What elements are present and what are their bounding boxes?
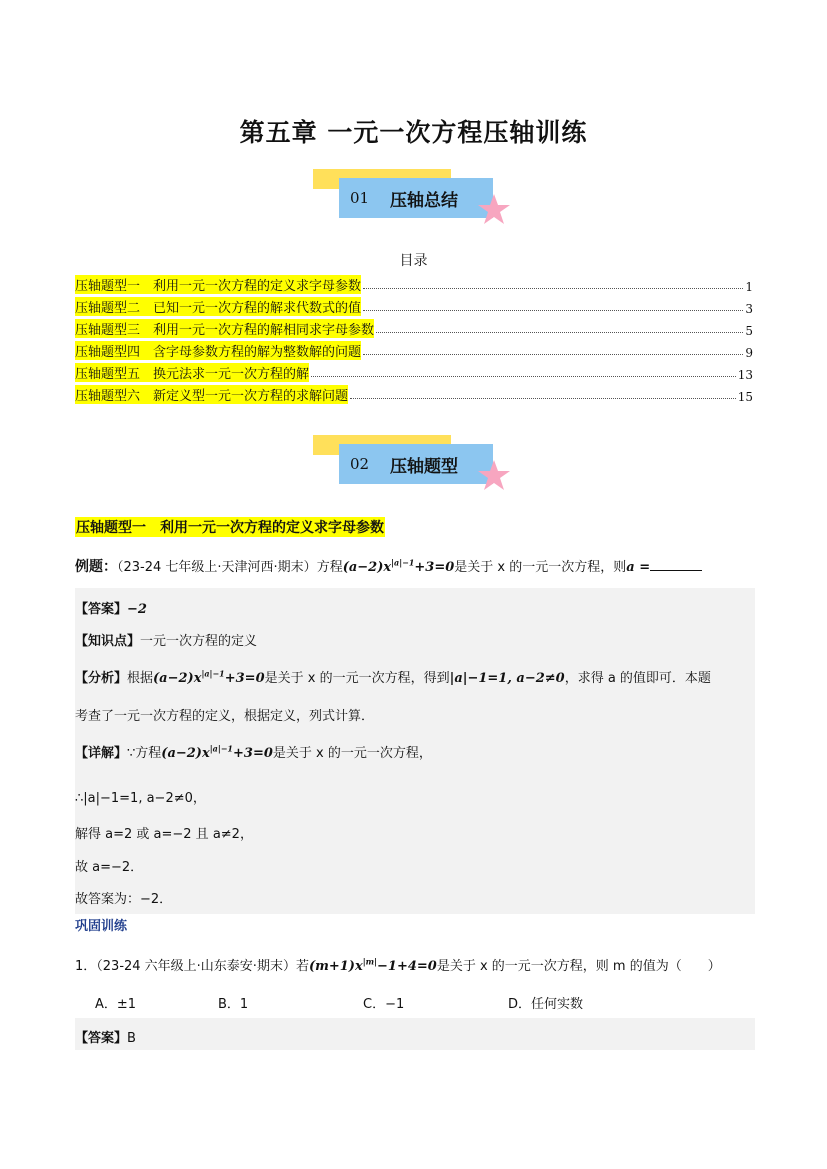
option-c[interactable]: C．−1 <box>363 997 405 1012</box>
analysis-label: 【分析】 <box>75 671 128 686</box>
analysis-line <box>75 667 711 686</box>
analysis-text-a: 根据 <box>127 671 154 686</box>
detail-text-a: ∵方程 <box>127 746 162 761</box>
toc-leader <box>363 354 743 355</box>
example-answer-var: a = <box>626 560 651 575</box>
analysis-text-c: ，求得 a 的值即可．本题 <box>564 671 711 686</box>
banner-number: 01 <box>350 189 370 207</box>
toc-page: 9 <box>745 346 753 360</box>
answer-label: 【答案】 <box>75 602 128 617</box>
knowledge-line <box>75 630 257 649</box>
section-heading: 压轴题型一 利用一元一次方程的定义求字母参数 <box>75 517 385 537</box>
toc-item[interactable] <box>75 316 753 338</box>
toc-page: 13 <box>737 368 753 382</box>
detail-line-3: 解得 a=2 或 a=−2 且 a≠2， <box>75 827 253 842</box>
q1-equation-tail: −1+4=0 <box>377 959 437 974</box>
star-icon <box>477 193 511 227</box>
toc-page: 15 <box>737 390 753 404</box>
analysis-text-b: 是关于 x 的一元一次方程，得到 <box>264 671 450 686</box>
q1-exponent: |m| <box>362 956 377 967</box>
answer-value: −2 <box>127 602 147 617</box>
section-banner-types <box>313 435 513 495</box>
star-icon <box>477 459 511 493</box>
q1-suffix: 是关于 x 的一元一次方程，则 m 的值为（ ） <box>436 959 721 974</box>
example-text-b: 是关于 x 的一元一次方程，则 <box>454 560 627 575</box>
analysis-line-2: 考查了一元一次方程的定义，根据定义，列式计算． <box>75 709 375 724</box>
q1-prefix: 1．（23-24 六年级上·山东泰安·期末）若 <box>75 959 309 974</box>
toc-item[interactable] <box>75 382 753 404</box>
banner-label: 压轴题型 <box>390 456 458 477</box>
q1-answer-value: B <box>127 1031 136 1046</box>
example-equation: (a−2)x <box>342 560 392 575</box>
practice-heading: 巩固训练 <box>75 919 128 934</box>
option-d[interactable]: D．任何实数 <box>508 997 584 1012</box>
toc-item-text: 压轴题型三 利用一元一次方程的解相同求字母参数 <box>75 319 374 338</box>
banner-number: 02 <box>350 455 370 473</box>
option-a[interactable]: A．±1 <box>95 997 137 1012</box>
table-of-contents <box>75 272 753 404</box>
answer-line <box>75 598 147 617</box>
banner-blue-box <box>339 444 493 484</box>
toc-item-text: 压轴题型二 已知一元一次方程的解求代数式的值 <box>75 297 361 316</box>
detail-line-4: 故 a=−2． <box>75 860 144 875</box>
toc-page: 1 <box>745 280 753 294</box>
toc-leader <box>363 310 743 311</box>
toc-item[interactable] <box>75 360 753 382</box>
detail-line-2: ∴|a|−1=1, a−2≠0， <box>75 791 206 806</box>
example-label: 例题： <box>75 559 117 575</box>
example-exponent: |a|−1 <box>391 557 415 568</box>
toc-page: 5 <box>745 324 753 338</box>
toc-item[interactable] <box>75 338 753 360</box>
toc-leader <box>350 398 736 399</box>
option-b[interactable]: B．1 <box>218 997 249 1012</box>
q1-answer-line <box>75 1027 136 1046</box>
example-question <box>75 556 755 576</box>
section-banner-summary <box>313 169 513 229</box>
detail-exponent: |a|−1 <box>209 743 233 754</box>
q1-equation: (m+1)x <box>308 959 363 974</box>
detail-line <box>75 742 432 761</box>
toc-item[interactable] <box>75 294 753 316</box>
toc-page: 3 <box>745 302 753 316</box>
toc-item-text: 压轴题型四 含字母参数方程的解为整数解的问题 <box>75 341 361 360</box>
banner-blue-box <box>339 178 493 218</box>
toc-heading: 目录 <box>399 253 428 269</box>
answer-panel-2 <box>75 1018 755 1050</box>
toc-leader <box>376 332 743 333</box>
knowledge-label: 【知识点】 <box>75 634 141 649</box>
example-source: （23-24 七年级上·天津河西·期末） <box>117 560 317 575</box>
detail-line-5: 故答案为：−2． <box>75 892 173 907</box>
analysis-equation: (a−2)x <box>153 671 202 686</box>
toc-item-text: 压轴题型一 利用一元一次方程的定义求字母参数 <box>75 275 361 294</box>
analysis-exponent: |a|−1 <box>201 668 225 679</box>
detail-equation-tail: +3=0 <box>233 746 273 761</box>
q1-answer-label: 【答案】 <box>75 1031 128 1046</box>
analysis-equation-tail: +3=0 <box>224 671 265 686</box>
knowledge-text: 一元一次方程的定义 <box>140 634 258 649</box>
page-title: 第五章 一元一次方程压轴训练 <box>239 118 588 147</box>
detail-equation: (a−2)x <box>161 746 210 761</box>
toc-item-text: 压轴题型六 新定义型一元一次方程的求解问题 <box>75 385 348 404</box>
toc-item[interactable] <box>75 272 753 294</box>
toc-leader <box>363 288 743 289</box>
detail-label: 【详解】 <box>75 746 128 761</box>
analysis-condition: |a|−1=1, a−2≠0 <box>449 671 565 686</box>
banner-label: 压轴总结 <box>390 190 458 211</box>
example-text-a: 方程 <box>316 560 343 575</box>
answer-blank[interactable] <box>650 558 702 571</box>
toc-item-text: 压轴题型五 换元法求一元一次方程的解 <box>75 363 309 382</box>
practice-question-1 <box>75 955 755 974</box>
toc-leader <box>311 376 736 377</box>
example-equation-tail: +3=0 <box>414 560 455 575</box>
detail-text-b: 是关于 x 的一元一次方程， <box>272 746 432 761</box>
